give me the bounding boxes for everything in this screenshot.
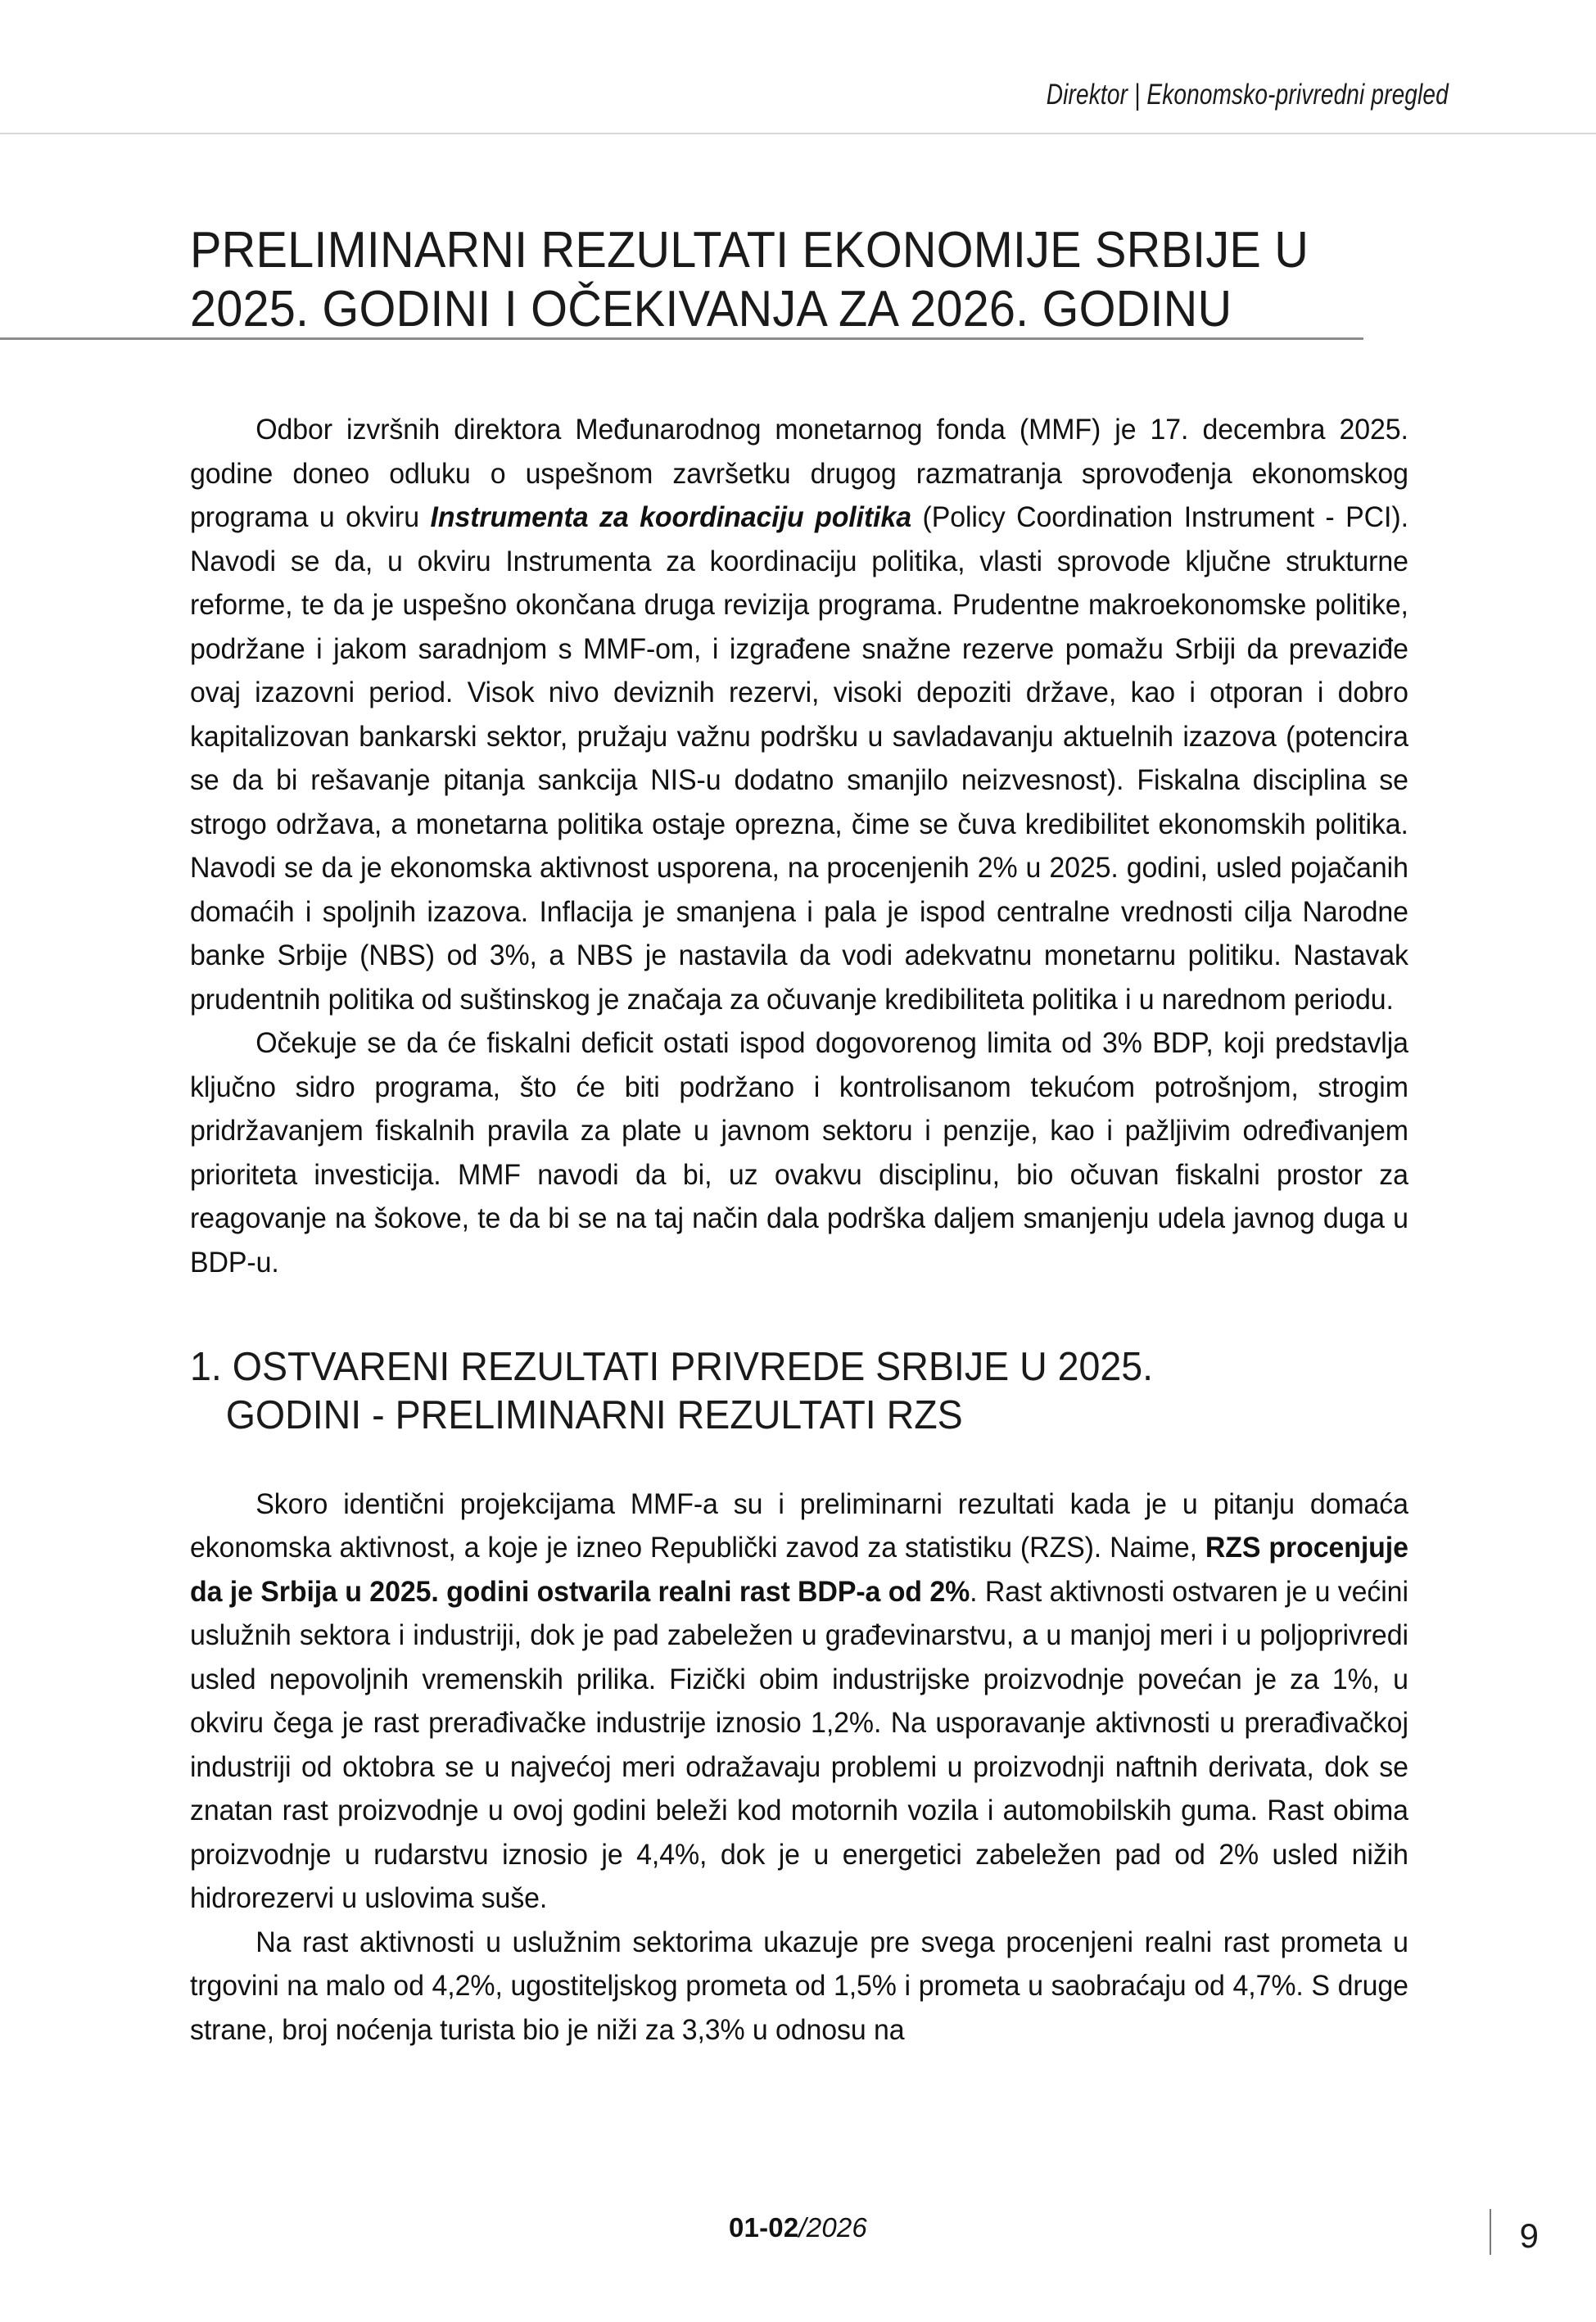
footer-issue	[0, 2212, 1596, 2243]
paragraph-3-text-a: Skoro identični projekcijama MMF-a su i preliminarni rezultati kada je u pitanju domaća ekonomska aktivnost, a koje je izneo Republički zavod za statistiku (RZS). Naime,	[190, 1487, 1408, 1564]
paragraph-3-bold: RZS procenjuje da je Srbija u 2025. godini ostvarila realni rast BDP-a od 2%	[190, 1531, 1408, 1608]
article-body	[190, 408, 1408, 2052]
section-heading-line-2: GODINI - PRELIMINARNI REZULTATI RZS	[225, 1392, 963, 1437]
paragraph-1-text-a: Odbor izvršnih direktora Međunarodnog monetarnog fonda (MMF) je 17. decembra 2025. godine doneo odluku o uspešnom završetku drugog razmatranja sprovođenja ekonomskog programa u okviru	[190, 413, 1408, 533]
paragraph-4: Na rast aktivnosti u uslužnim sektorima ukazuje pre svega procenjeni realni rast prometa u trgovini na malo od 4,2%, ugostiteljskog prometa od 1,5% i prometa u saobraćaju od 4,7%. S druge strane, broj noćenja turista bio je niži za 3,3% u odnosu na	[190, 1925, 1408, 2046]
page-title: PRELIMINARNI REZULTATI EKONOMIJE SRBIJE U 2025. GODINI I OČEKIVANJA ZA 2026. GODINU	[190, 221, 1309, 338]
footer-separator	[1490, 2209, 1491, 2255]
paragraph-3	[190, 1482, 1408, 1921]
running-header: Direktor | Ekonomsko-privredni pregled	[1046, 79, 1449, 111]
paragraph-2: Očekuje se da će fiskalni deficit ostati ispod dogovorenog limita od 3% BDP, koji predstavlja ključno sidro programa, što će biti podržano i kontrolisanom tekućom potrošnjom, strogim pridržavanjem fiskalnih pravila za plate u javnom sektoru i penzije, kao i pažljivim određivanjem prioriteta investicija. MMF navodi da bi, uz ovakvu disciplinu, bio očuvan fiskalni prostor za reagovanje na šokove, te da bi se na taj način dala podrška daljem smanjenju udela javnog duga u BDP-u.	[190, 1026, 1408, 1279]
page-number: 9	[1519, 2216, 1539, 2255]
section-heading	[190, 1343, 1372, 1440]
section-heading-line-1: 1. OSTVARENI REZULTATI PRIVREDE SRBIJE U 2025.	[190, 1345, 1154, 1389]
paragraph-1-text-b: (Policy Coordination Instrument - PCI). Navodi se da, u okviru Instrumenta za koordinaciju politika, vlasti sprovode ključne strukturne reforme, te da je uspešno okončana druga revizija programa. Prudentne makroekonomske politike, podržane i jakom saradnjom s MMF-om, i izgrađene snažne rezerve pomažu Srbiji da prevaziđe ovaj izazovni period. Visok nivo deviznih rezervi, visoki depoziti države, kao i otporan i dobro kapitalizovan bankarski sektor, pružaju važnu podršku u savladavanju aktuelnih izazova (potencira se da bi rešavanje pitanja sankcija NIS-u dodatno smanjilo neizvesnost). Fiskalna disciplina se strogo održava, a monetarna politika ostaje oprezna, čime se čuva kredibilitet ekonomskih politika. Navodi se da je ekonomska aktivnost usporena, na procenjenih 2% u 2025. godini, usled pojačanih domaćih i spoljnih izazova. Inflacija je smanjena i pala je ispod centralne vrednosti cilja Narodne banke Srbije (NBS) od 3%, a NBS je nastavila da vodi adekvatnu monetarnu politiku. Nastavak prudentnih politika od suštinskog je značaja za očuvanje kredibiliteta politika i u narednom periodu.	[190, 500, 1408, 1016]
footer-issue-year: /2026	[798, 2212, 867, 2243]
title-divider	[0, 337, 1363, 340]
header-divider	[0, 133, 1596, 134]
paragraph-1-emphasis: Instrumenta za koordinaciju politika	[430, 500, 912, 533]
paragraph-3-text-b: . Rast aktivnosti ostvaren je u većini uslužnih sektora i industriji, dok je pad zabeležen u građevinarstvu, a u manjoj meri i u poljoprivredi usled nepovoljnih vremenskih prilika. Fizički obim industrijske proizvodnje povećan je za 1%, u okviru čega je rast prerađivačke industrije iznosio 1,2%. Na usporavanje aktivnosti u prerađivačkoj industriji od oktobra se u najvećoj meri odražavaju problemi u proizvodnji naftnih derivata, dok se znatan rast proizvodnje u ovoj godini beleži kod motornih vozila i automobilskih guma. Rast obima proizvodnje u rudarstvu iznosio je 4,4%, dok je u energetici zabeležen pad od 2% usled nižih hidrorezervi u uslovima suše.	[190, 1574, 1408, 1915]
footer-issue-number: 01-02	[729, 2212, 799, 2243]
paragraph-1	[190, 408, 1408, 1021]
